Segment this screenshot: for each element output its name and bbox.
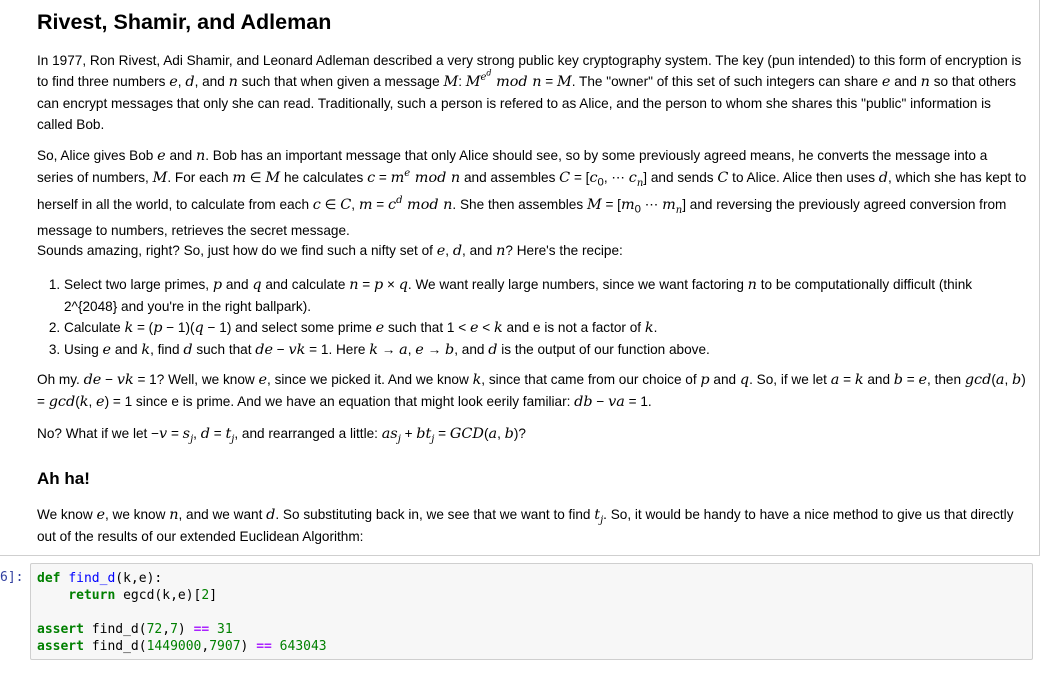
code-cell-editor[interactable]: [30, 563, 1033, 660]
paragraph-gcd: Oh my. de − vk = 1? Well, we know e, since we picked it. And we know k, since that came from our choice of p and q. So, if we let a = k and b = e, then gcd(a, b) = gcd(k, e) = 1 since e is prime. And we have an equation that might look eerily familiar: db − va = 1.: [37, 372, 1026, 410]
paragraph-find-d: We know e, we know n, and we want d. So substituting back in, we see that we want to find $t_j$. So, it would be handy to have a nice method to give us that directly out of the results of our extended Euclidean Algorithm:: [37, 507, 1014, 544]
recipe-list: [37, 274, 1027, 361]
subsection-title: Ah ha!: [37, 469, 90, 488]
paragraph-recipe-intro: Sounds amazing, right? So, just how do we find such a nifty set of e, d, and n? Here's the recipe:: [37, 243, 623, 259]
paragraph-rearrange: No? What if we let $-v = s_j$, $d = t_j$, and rearranged a little: $as_j + bt_j = GCD(a$, b)?: [37, 426, 526, 445]
list-item: 1. Select two large primes, p and q and calculate n = p × q. We want really large numbers, since we want factoring n to be computationally difficult (think 2^{2048} and you're in the right ballpark).: [64, 274, 1027, 317]
code-line: assert find_d(1449000,7907) == 643043: [37, 639, 327, 654]
paragraph-alice-bob: So, Alice gives Bob e and n. Bob has an important message that only Alice should see, so by some previously agreed means, he converts the message into a series of numbers, M. For each m ∈ M he calculates $c = m^e$ mod n and assembles $C = [c_0$, ⋯ $c_n$] and sends C to Alice. Alice then uses d, which she has kept to herself in all the world, to calculate from each c ∈ C, $m = c^d$ mod n. She then assembles $M = [m_0$ ⋯ $m_n$] and reversing the previously agreed conversion from message to numbers, retrieves the secret message.: [37, 148, 1027, 239]
code-line: return egcd(k,e)[2]: [68, 588, 218, 603]
cell-prompt: 6]:: [0, 570, 24, 585]
code-line: def find_d(k,e):: [37, 571, 163, 586]
list-item: 2. Calculate k = (p − 1)(q − 1) and select some prime e such that 1 < e < k and e is not a factor of k.: [64, 317, 1027, 339]
list-item: 3. Using e and k, find d such that de − vk = 1. Here k → a, e → b, and d is the output of our function above.: [64, 339, 1027, 361]
code-line: assert find_d(72,7) == 31: [37, 622, 233, 637]
section-title: Rivest, Shamir, and Adleman: [37, 10, 332, 34]
paragraph-intro: In 1977, Ron Rivest, Adi Shamir, and Leonard Adleman described a very strong public key cryptography system. The key (pun intended) to this form of encryption is to find three numbers e, d, and n such that when given a message M: $M^{e^d}$ mod n = M. The "owner" of this set of such integers can share e and n so that others can encrypt messages that only she can read. Traditionally, such a person is refered to as Alice, and the person to whom she shares this "public" information is called Bob.: [37, 53, 1022, 132]
